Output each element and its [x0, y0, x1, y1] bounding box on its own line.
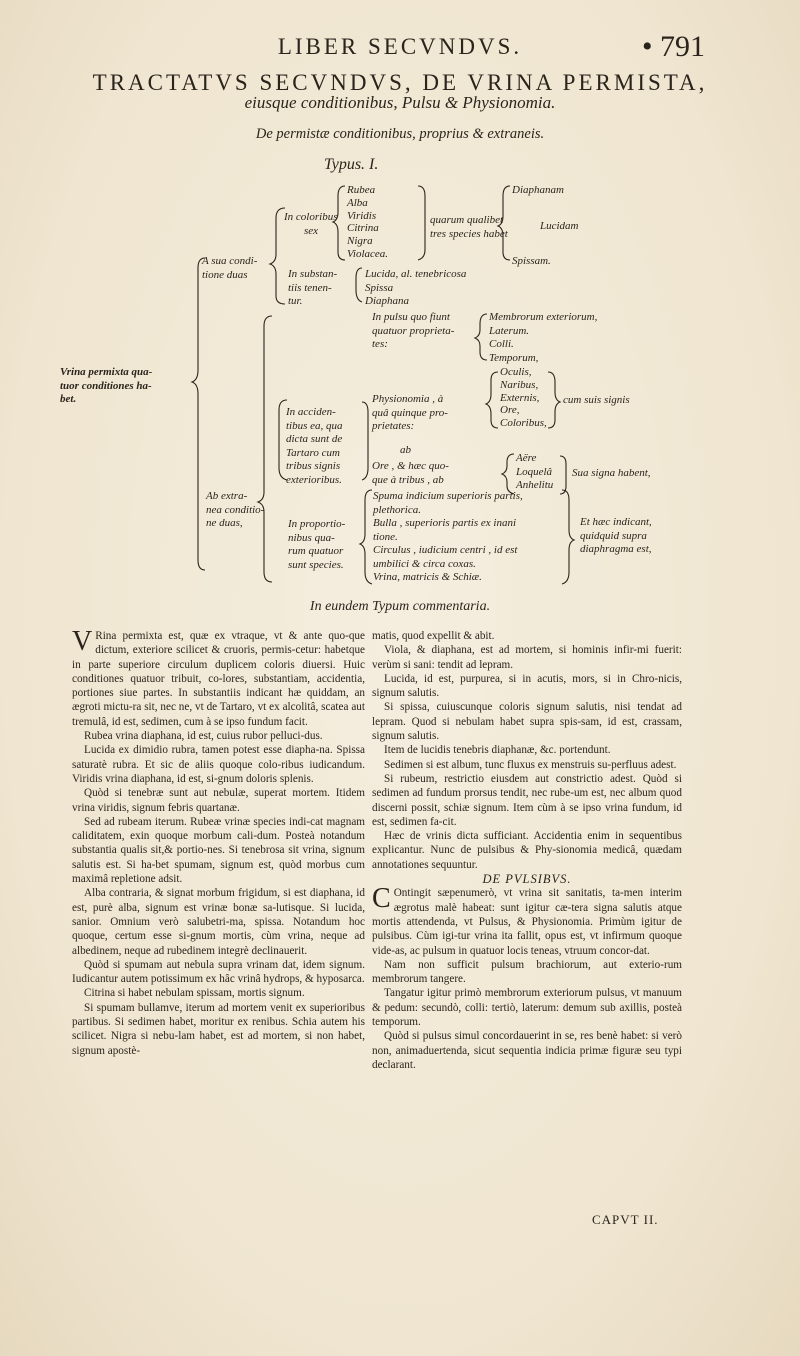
in-pulsu-label: In pulsu quo fiunt quatuor proprieta- tes: [372, 311, 455, 350]
dropcap: C [372, 883, 391, 915]
paragraph: Alba contraria, & signat morbum frigidum, si est diaphana, id est, purè alba, signum est vrinæ bonæ sa-lutisque. Si lucida, sanior. Omnium verò salubetri-ma, spissa. Notandum hoc quoque, certum esse si-gnum mortis, cùm vrina, neque ad albedinem, neque ad rubedinem integrè declinauerit. [72, 887, 365, 957]
paragraph: Si spumam bullamve, iterum ad mortem venit ex superioribus partibus. Si sedimen habet, moritur ex renibus. Schia autem his scilicet. Nigra si nebu-lam habet, est ad mortem, si non habet, signum apostè- [72, 1001, 365, 1057]
paragraph: Quòd si pulsus simul concordauerint in se, res benè habet: si verò non, animaduertenda, sicut sequentia indicia primæ figuræ seu typi declarant. [372, 1030, 682, 1071]
catchword: CAPVT II. [592, 1212, 659, 1227]
substantiae-list: Lucida, al. tenebricosa Spissa Diaphana [365, 268, 467, 307]
typus-label: Typus. I. [324, 156, 379, 173]
paragraph: Tangatur igitur primò membrorum exteriorum pulsus, vt manuum & pedum: secundò, colli: tertiò, laterum: demum sub axillis, posteà temporum. [372, 987, 682, 1029]
colors-list: Rubea Alba Viridis Citrina Nigra Violacea. [347, 184, 389, 260]
table-title: De permistæ conditionibus, proprius & extraneis. [255, 126, 545, 142]
paragraph: Nam non sufficit pulsum brachiorum, aut exterio-rum membrorum tangere. [372, 958, 682, 986]
paragraph: Item de lucidis tenebris diaphanæ, &c. portendunt. [384, 744, 611, 757]
species-lucidam: Lucidam [540, 220, 579, 232]
proportiones-list: Spuma indicium superioris partis, plethorica. Bulla , superioris partis ex inani tione. Circulus , iudicium centri , id est umbilici & circa coxas. Vrina, matricis & Schiæ. [373, 490, 523, 583]
et-haec-indicant: Et hæc indicant, quidquid supra diaphragma est, [580, 516, 652, 555]
species-diaphanam: Diaphanam [512, 184, 564, 196]
paragraph: C Ontingit sæpenumerò, vt vrina sit sanitatis, ta-men interim ægrotus malè habeat: sunt igitur cæ-tera signa salutis atque mortis attendenda, vt Pulsus, & Physionomia. Primùm igitur de pulsibus. Cùm igi-tur vrina ita fallit, opus est, vt infirmum quoque vide-as, ac pulsum in quatuor locis teneas, vtruum concor-dat. [372, 883, 682, 957]
membra-list: Membrorum exteriorum, Laterum. Colli. Temporum, [489, 311, 598, 364]
paragraph: Hæc de vrinis dicta sufficiant. Accidentia enim in sequentibus explicantur. Nunc de pulsibus & Phy-sionomia medicâ, quædam annotationes sequuntur. [372, 830, 682, 871]
in-coloribus-label: In coloribus sex [284, 211, 338, 237]
tractatus-title: TRACTATVS SECVNDVS, DE VRINA PERMISTA, [92, 70, 708, 95]
paragraph: V Rina permixta est, quæ ex vtraque, vt & ante quo-que dictum, exteriore scilicet & cruoris, permis-cetur: habetque in parte superiore circulum duplicem coloris diuersi. Huic conditiones quatuor tribuit, co-lores, substantiam, accidentia, portiones siue partes. In substantiis indicant hæ quiddam, an ægroti mictu-ra sit, nec ne, vt de Tartaro, vt ex alcolitâ, scatea aut tremulâ, id est, sedimen, cum à se ipso fundum facit. [72, 626, 365, 728]
in-accidentibus-label: In acciden- tibus ea, qua dicta sunt de Tartaro cum tribus signis exterioribus. [286, 406, 343, 486]
in-substantiis-label: In substan- tiis tenen- tur. [288, 268, 338, 307]
paragraph: Si rubeum, restrictio eiusdem aut constrictio adest. Quòd si sedimen ad fundum prorsus tendit, nec rube-um est, nec album quod discerni possit, schiæ signum. Item cùm à se ipso vrina fundum, id est, sedimen fa-cit. [372, 772, 682, 828]
dropcap: V [72, 626, 93, 657]
ore-label: Ore , & hæc quo- que à tribus , ab [372, 460, 449, 486]
quarum-label: quarum qualibet tres species habet [430, 214, 508, 240]
paragraph: Sedimen si est album, tunc fluxus ex menstruis su-perfluus adest. [384, 758, 677, 771]
paragraph: Quòd si spumam aut nebula supra vrinam dat, idem signum. Iudicantur autem potissimum ex hâc vrinâ hydrops, & hyposarca. [72, 958, 365, 986]
paragraph: Lucida, id est, purpurea, si in acutis, mors, si in Chro-nicis, signum salutis. [372, 672, 682, 700]
running-head: LIBER SECVNDVS. [277, 34, 523, 59]
aere-list: Aëre Loquelâ Anhelitu [516, 452, 554, 491]
section-heading: DE PVLSIBVS. [482, 872, 572, 887]
in-proportionibus-label: In proportio- nibus qua- rum quatuor sunt species. [288, 518, 346, 571]
branch-a-label: A sua condi- tione duas [202, 255, 258, 281]
paragraph: Quòd si tenebræ sunt aut nebulæ, superat mortem. Itidem vrina viridis, signum febris quartanæ. [72, 787, 365, 814]
oculi-list: Oculis, Naribus, Externis, Ore, Coloribus, [500, 366, 547, 430]
commentary-title: In eundem Typum commentaria. [309, 599, 491, 614]
paragraph: Lucida ex dimidio rubra, tamen potest esse diapha-na. Spissa saturatè rubra. Et sic de aliis quoque colo-ribus iudicandum. Viridis vrina diaphana, id est, si-gnum doloris splenis. [72, 744, 365, 785]
cum-suis-signis: cum suis signis [563, 394, 630, 406]
page-number: • 791 [642, 30, 706, 63]
right-text-column [372, 629, 682, 1072]
branch-ab-label: Ab extra- nea conditio- ne duas, [206, 490, 265, 529]
physionomia-label: Physionomia , à quâ quinque pro- prietates: [372, 393, 448, 432]
paragraph: Sed ad rubeam iterum. Rubeæ vrinæ species indi-cat magnam caliditatem, exin quoque morbum cali-dum. Posteà notandum substantia qualis sit,& portio-nes. Si tenebrosa sit vrina, signum salutis est. Si ha-bet spumam, signum est, quòd morbus cum maximâ repletione adsit. [72, 815, 365, 886]
paragraph: matis, quod expellit & abit. [372, 630, 495, 642]
sua-signa-habent: Sua signa habent, [572, 467, 651, 479]
paragraph: Si spissa, cuiuscunque coloris signum salutis, nisi tendat ad lepram. Quod si nebulam habet supra spis-sam, id est, crassam, signum salutis. [372, 701, 682, 743]
root-label: Vrina permixta qua- tuor conditiones ha- bet. [60, 366, 153, 405]
paragraph: Rubea vrina diaphana, id est, cuius rubor pelluci-dus. [84, 730, 323, 743]
left-text-column [72, 626, 365, 1058]
tractatus-subtitle: eiusque conditionibus, Pulsu & Physionomia. [244, 93, 556, 112]
ab-label: ab [400, 444, 411, 456]
species-spissam: Spissam. [512, 255, 551, 267]
paragraph: Viola, & diaphana, est ad mortem, si hominis infir-mi fuerit: verùm si sani: tendit ad lepram. [372, 644, 682, 671]
paragraph: Citrina si habet nebulam spissam, mortis signum. [84, 987, 305, 1000]
